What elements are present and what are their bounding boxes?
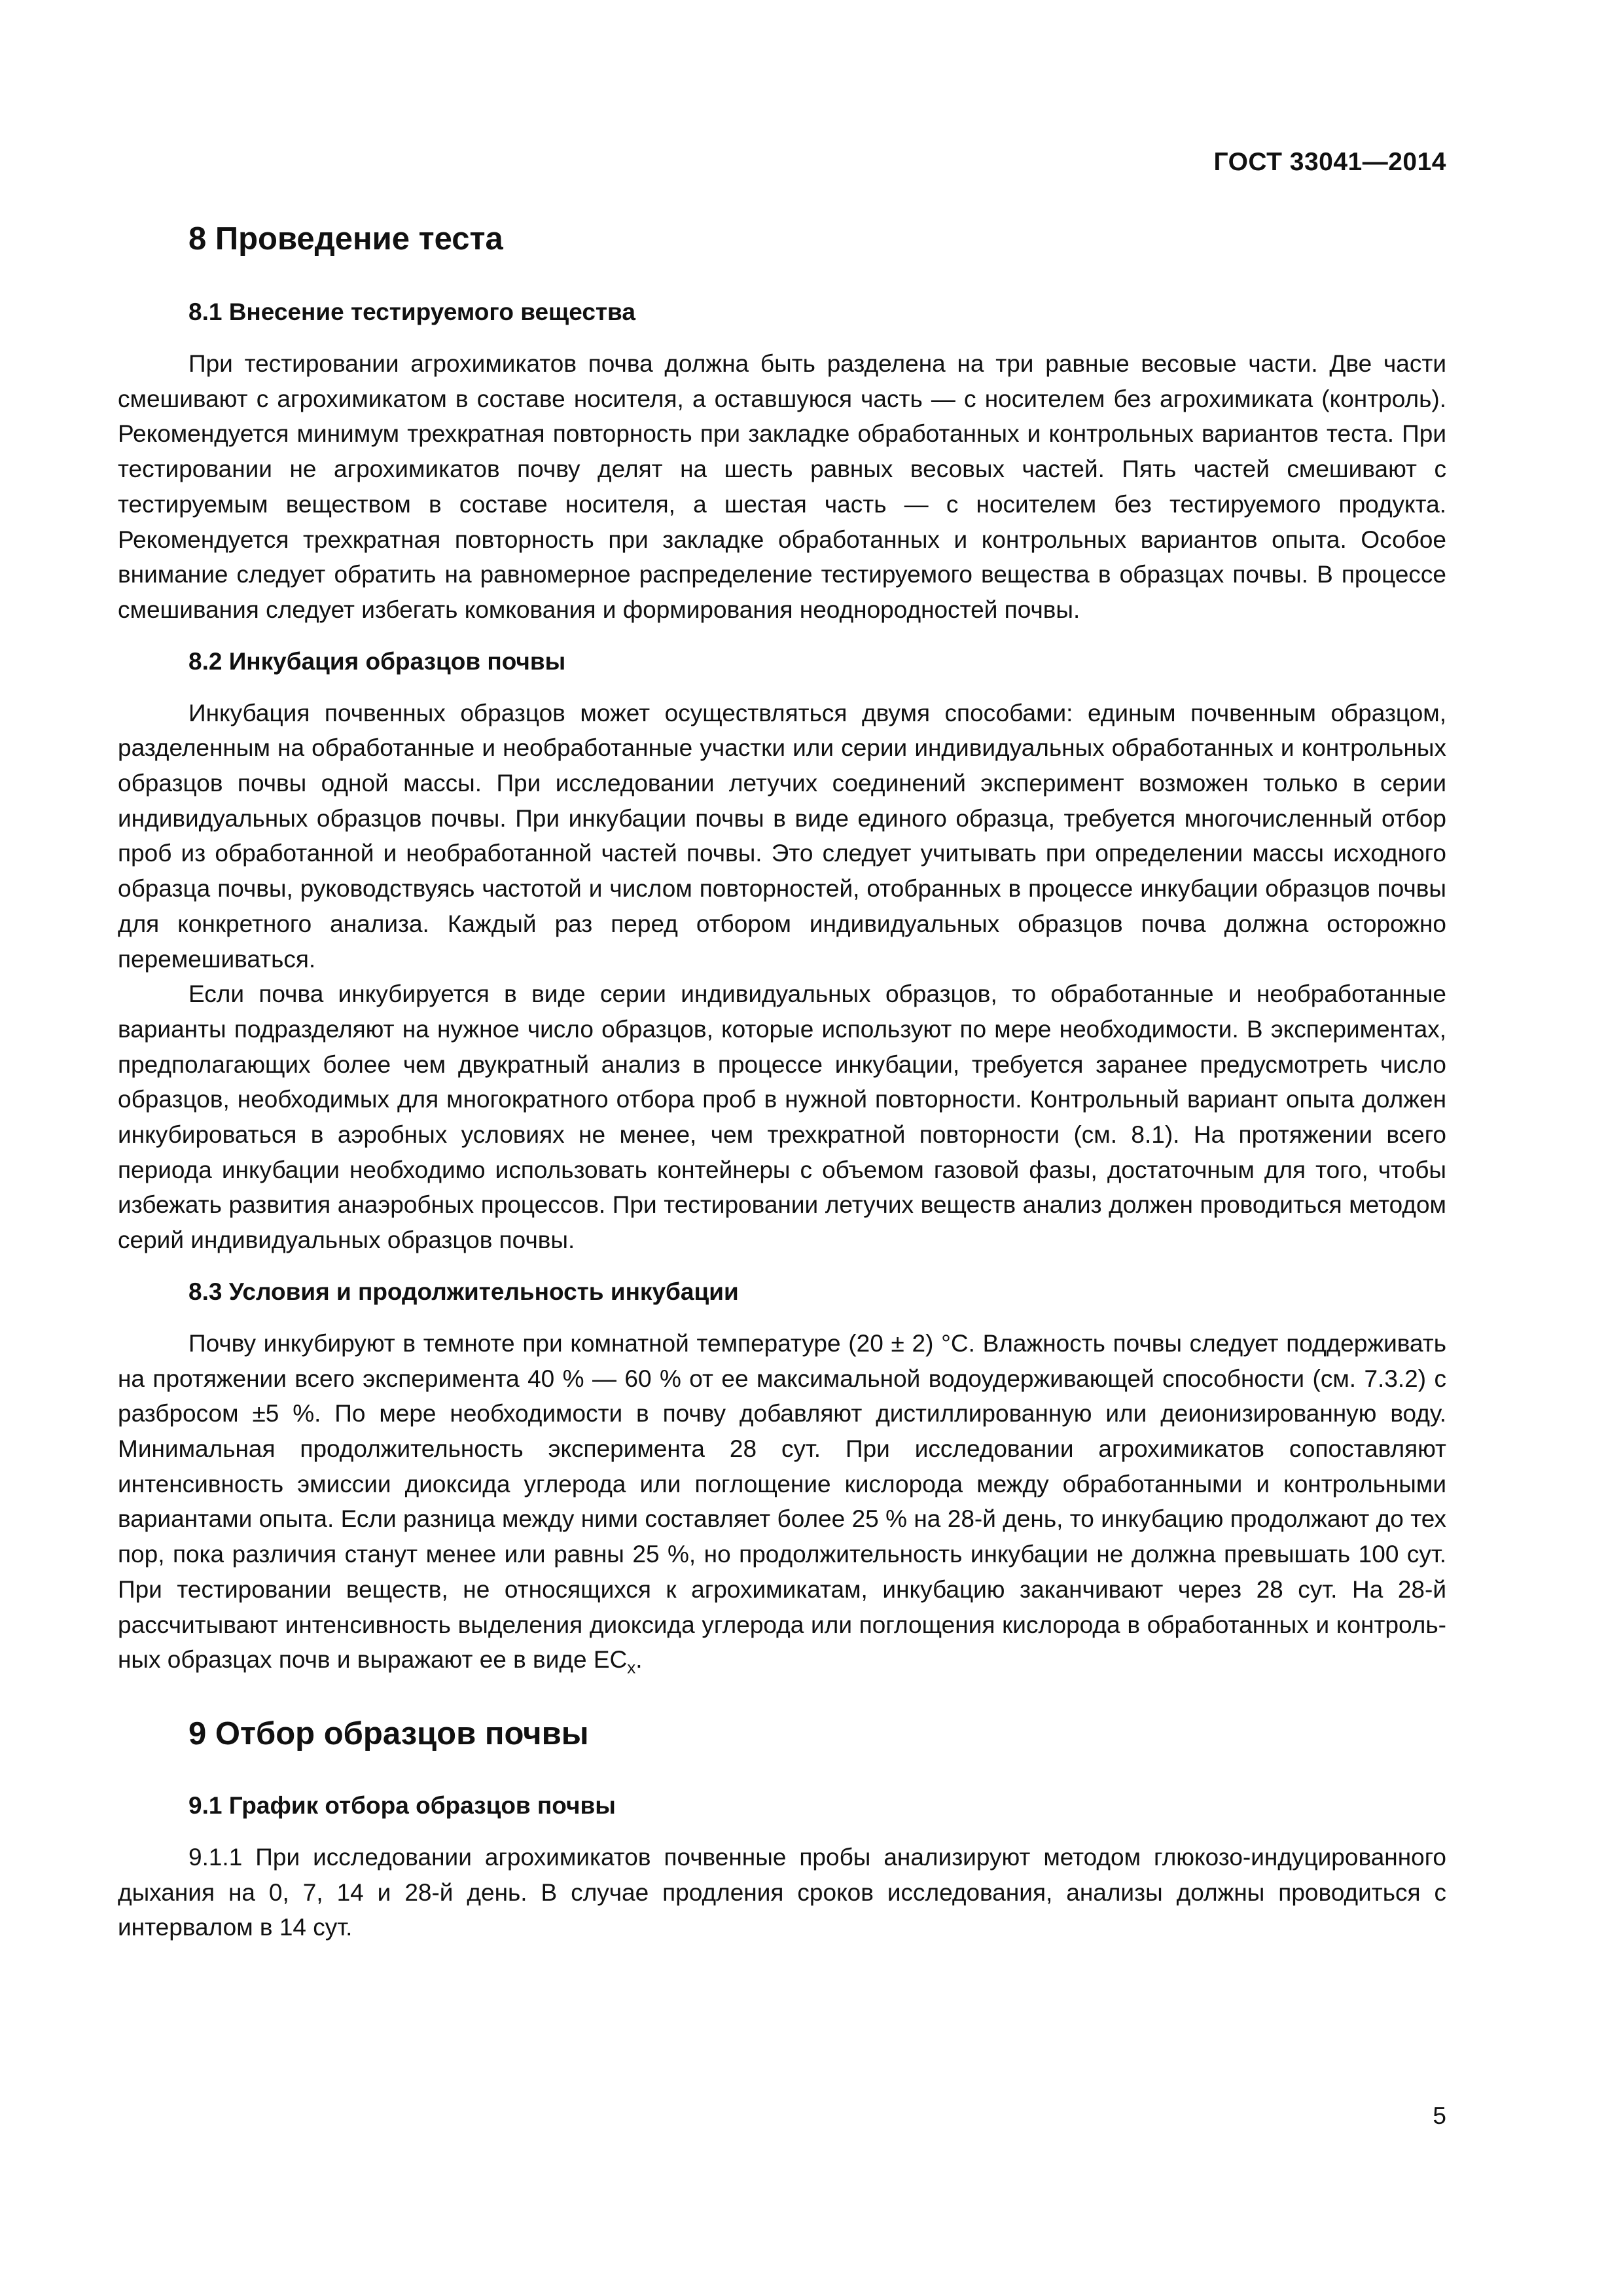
subsection-8-3-title: 8.3 Условия и продолжительность инкубации (188, 1278, 739, 1305)
subsection-8-3-text: Почву инкубируют в темноте при комнатной температуре (20 ± 2) °С. Влажность почвы следует поддерживать на протяжении всего эксперимента 40 % — 60 % от ее максимальной водоудерживающей способности (см. 7.3.2) с разбросом ±5 %. По мере необходимости в почву добавляют дистиллированную или деионизированную воду. Минимальная продолжительность эксперимента 28 сут. При исследовании агрохимикатов сопоставляют интенсивность эмиссии диоксида углерода или поглощение кислорода между обработанными и контрольными вариантами опыта. Если разница между ними составляет более 25 % на 28-й день, то инкубацию продолжают до тех пор, пока различия станут менее или равны 25 %, но продолжительность инкубации не должна превышать 100 сут. При тестировании веществ, не относящихся к агрохимикатам, инкубацию заканчивают через 28 сут. На 28-й рассчитывают интенсивность выделения диоксида углерода или поглощения кислорода в обработанных и контрольных образцах почв и выражают ее в виде EC (118, 1329, 1446, 1674)
section-8-title: 8 Проведение теста (188, 221, 503, 257)
ec-subscript: x (627, 1657, 636, 1677)
document-code-header: ГОСТ 33041—2014 (1213, 148, 1446, 176)
document-page (118, 0, 1446, 2296)
subsection-8-2-paragraph-2: Если почва инкубируется в виде серии индивидуальных образцов, то обработанные и необработанные варианты подразделяют на нужное число образцов, которые используют по мере необходимости. В экспериментах, предполагающих более чем двукратный анализ в процессе инкубации, требуется заранее предусмотреть число образцов, необходимых для многократного отбора проб в нужной повторности. Контрольный вариант опыта должен инкубироваться в аэробных условиях не менее, чем трехкратной повторности (см. 8.1). На протяжении всего периода инкубации необходимо использовать контейнеры с объемом газовой фазы, достаточным для того, чтобы избежать развития анаэробных процессов. При тестировании летучих веществ анализ должен проводиться методом серий индивидуальных образцов почвы. (118, 980, 1446, 1254)
subsection-8-3-text-end: . (635, 1646, 643, 1674)
section-9-title: 9 Отбор образцов почвы (188, 1715, 589, 1751)
subsection-9-1-paragraph-1: 9.1.1 При исследовании агрохимикатов почвенные пробы анализируют методом глюкозо-индуцированного дыхания на 0, 7, 14 и 28-й день. В случае продления сроков исследования, анализы должны проводиться с интервалом в 14 сут. (118, 1843, 1446, 1941)
document-content (118, 219, 1446, 1945)
subsection-8-2-paragraph-1: Инкубация почвенных образцов может осуществляться двумя способами: единым почвенным образцом, разделенным на обработанные и необработанные участки или серии индивидуальных обработанных и контрольных образцов почвы одной массы. При исследовании летучих соединений эксперимент возможен только в серии индивидуальных образцов почвы. При инкубации почвы в виде единого образца, требуется многочисленный отбор проб из обработанной и необработанной частей почвы. Это следует учитывать при определении массы исходного образца почвы, руководствуясь частотой и числом повторностей, отобранных в процессе инкубации образцов почвы для конкретного анализа. Каждый раз перед отбором индивидуальных образцов почва должна осторожно перемешиваться. (118, 699, 1446, 973)
subsection-9-1-title: 9.1 График отбора образцов почвы (188, 1791, 616, 1819)
subsection-8-1-title: 8.1 Внесение тестируемого вещества (188, 298, 635, 325)
subsection-8-3-paragraph-1 (118, 1326, 1446, 1677)
subsection-8-1-paragraph-1: При тестировании агрохимикатов почва должна быть разделена на три равные весовые части. Две части смешивают с агрохимикатом в составе носителя, а оставшуюся часть — с носителем без агрохимиката (контроль). Рекомендуется минимум трехкратная повторность при закладке обработанных и контрольных вариантов теста. При тестировании не агрохимикатов почву делят на шесть равных весовых частей. Пять частей смешивают с тестируемым веществом в составе носителя, а шестая часть — с носителем без тестируемого продукта. Рекомендуется трехкратная повторность при закладке обработанных и контрольных вариантов опыта. Особое внимание следует обратить на равномерное распределение тестируемого вещества в образцах почвы. В процессе смешивания следует избегать комкования и формирования неоднородностей почвы. (118, 350, 1446, 623)
page-number: 5 (1433, 2102, 1446, 2129)
subsection-8-2-title: 8.2 Инкубация образцов почвы (188, 647, 566, 675)
